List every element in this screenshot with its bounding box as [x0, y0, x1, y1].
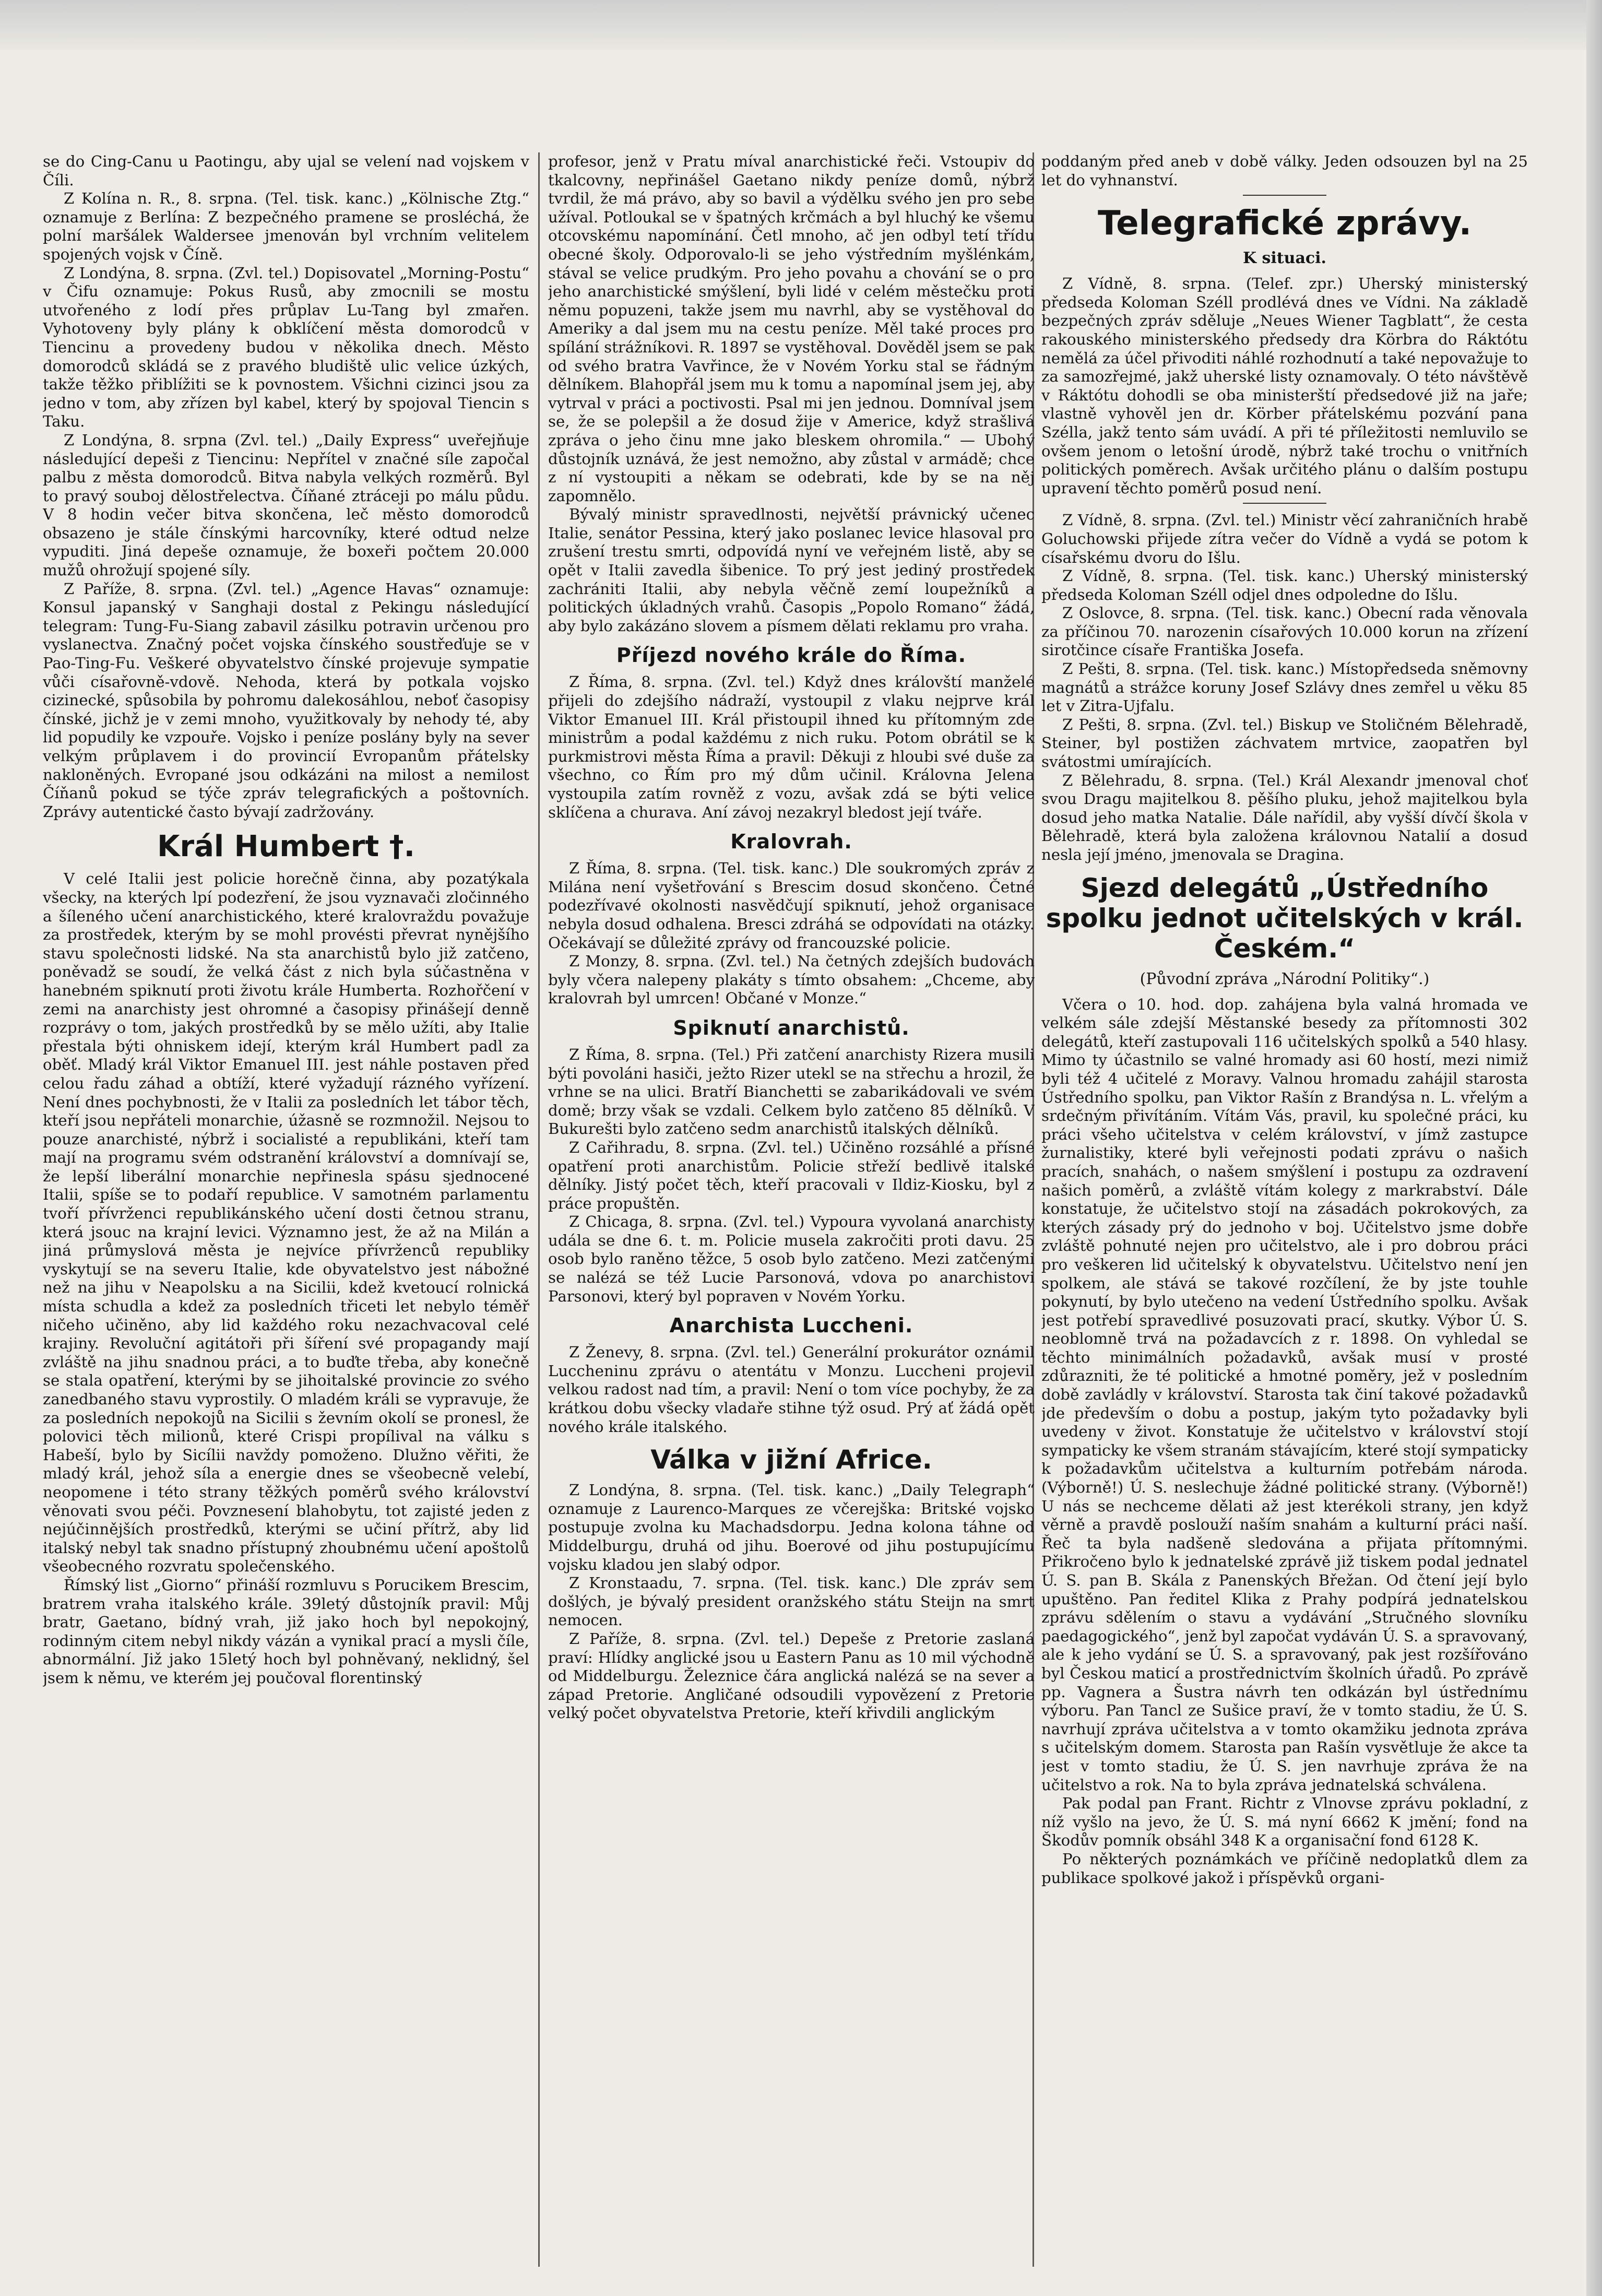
article-paragraph: Z Paříže, 8. srpna. (Zvl. tel.) Depeše z Pretorie zaslaná praví: Hlídky anglické jsou u Eastern Panu as 10 mil východně od Middelburgu. Železnice čára anglická nalézá se na sever a západ Pretorie. Angličané odsoudili vypovězení z Pretorie velký počet obyvatelstva Pretorie, kteří křivdili anglickým [548, 1629, 1035, 1722]
article-paragraph: Z Vídně, 8. srpna. (Telef. zpr.) Uherský ministerský předseda Koloman Széll prodlévá dnes ve Vídni. Na základě bezpečných zpráv sděluje „Neues Wiener Tagblatt“, že cesta rakouského ministerského předsedy dra Körbra do Ráktótu nemělá za účel přivoditi náhlé rozhodnutí a také nepovažuje to za samozřejmé, jakž uherské listy oznamovaly. O této návštěvě v Ráktótu dohodli se oba ministerští předsedové již na jaře; vlastně vyhověl jen dr. Körber přátelskému pozvání pana Szélla, jakž tento sám uvádí. A při té příležitosti nemluvilo se ovšem jenom o letošní úrodě, nýbrž také trochu o vnitřních politických poměrech. Avšak určitého plánu o dalším postupu upravení těchto poměrů posud není. [1041, 275, 1528, 497]
article-paragraph: Bývalý ministr spravedlnosti, největší právnický učenec Italie, senátor Pessina, který jako poslanec levice hlasoval pro zrušení trestu smrti, odpovídá nyní ve veřejném listě, aby se opět v Italii zavedla šibenice. To prý jest jediný prostředek zachrániti Italii, aby nebyla věčně zemí loupežníků a politických úkladných vrahů. Časopis „Popolo Romano“ žádá, aby bylo zakázáno slovem a písmem dělati reklamu pro vraha. [548, 505, 1035, 635]
heading-spiknuti: Spiknutí anarchistů. [673, 1016, 910, 1039]
article-paragraph: Z Pešti, 8. srpna. (Zvl. tel.) Biskup ve Stoličném Bělehradě, Steiner, byl postižen záchvatem mrtvice, zaopatřen byl svátostmi umírajících. [1041, 715, 1528, 771]
heading-kralovrah: Kralovrah. [730, 830, 852, 854]
subheading-situaci: K situaci. [1242, 249, 1327, 268]
article-paragraph: Z Pešti, 8. srpna. (Tel. tisk. kanc.) Místopředseda sněmovny magnátů a strážce koruny Josef Szlávy dnes zemřel u věku 85 let v Zitra-Ujfalu. [1041, 660, 1528, 715]
article-paragraph: Z Říma, 8. srpna. (Zvl. tel.) Když dnes královští manželé přijeli do zdejšího nádraží, vystoupil z vlaku nejprve král Viktor Emanuel III. Král přistoupil ihned ku přítomným zde ministrům a podal každému z nich ruku. Potom obrátil se k purkmistrovi města Říma a pravil: Děkuji z hloubi své duše za všechno, co Řím pro mý dům učinil. Královna Jelena vystoupila zatím rovněž z vozu, avšak zdá se býti velice sklíčena a churava. Aní závoj nezakryl bledost její tváře. [548, 673, 1035, 821]
article-paragraph: Z Londýna, 8. srpna. (Zvl. tel.) Dopisovatel „Morning-Postu“ v Čifu oznamuje: Pokus Rusů, aby zmocnili se mostu utvořeného z lodí přes průplav Lu-Tang byl zmařen. Vyhotoveny byly plány k obklíčení města domorodců v Tiencinu a provedeny budou v několika dnech. Město domorodců skládá se z pravého bludiště ulic velice úzkých, takže těžko přiblížiti se k povnostem. Všichni cizinci jsou za jedno v tom, aby zřízen byl kabel, který by spojoval Tiencin s Taku. [43, 264, 529, 431]
article-paragraph: Po některých poznámkách ve příčině nedoplatků dlem za publikace spolkové jakož i příspěvků organi- [1041, 1850, 1528, 1887]
article-paragraph: profesor, jenž v Pratu míval anarchistické řeči. Vstoupiv do tkalcovny, nepřinášel Gaetano nikdy peníze domů, nýbrž tvrdil, že má právo, aby so bavil a výdělku svého jen pro sebe užíval. Potloukal se v špatných krčmách a byl hluchý ke všemu otcovskému napomínání. Četl mnoho, ač jen odbyl tetí třídu obecné školy. Odporovalo-li se jeho výstředním myšlénkám, stával se velice prudkým. Pro jeho povahu a chování se o pro jeho anarchistické smýšlení, byli lidé v celém městečku proti němu popuzeni, takže jsem mu navrhl, aby se vystěhoval do Ameriky a dal jsem mu na cestu peníze. Měl také proces pro spílání strážníkovi. R. 1897 se vystěhoval. Dověděl jsem se pak od svého bratra Vavřince, že v Novém Yorku stal se řádným dělníkem. Blahopřál jsem mu k tomu a napomínal jsem jej, aby vytrval v práci a poctivosti. Psal mi jen jednou. Domníval jsem se, že se polepšil a že dosud žije v Americe, když strašlivá zpráva o jeho činu mne jako bleskem ohromila.“ — Ubohý důstojník uznává, že jest nemožno, aby zůstal v armádě; chce z ní vystoupiti a někam se odebrati, kde by se na něj zapomnělo. [548, 152, 1035, 505]
article-paragraph: Z Chicaga, 8. srpna. (Zvl. tel.) Vypoura vyvolaná anarchisty udála se dne 6. t. m. Policie musela zakročiti proti davu. 25 osob bylo raněno těžce, 5 osob bylo zatčeno. Mezi zatčenými se nalézá se též Lucie Parsonová, vdova po anarchistovi Parsonovi, který byl popraven v Novém Yorku. [548, 1213, 1035, 1305]
article-paragraph: Z Londýna, 8. srpna. (Tel. tisk. kanc.) „Daily Telegraph“ oznamuje z Laurenco-Marques ze včerejška: Britské vojsko postupuje zvolna ku Machadsdorpu. Jedna kolona táhne od Middelburgu, druhá od jihu. Boerové od jihu postupujícímu vojsku kladou jen slabý odpor. [548, 1481, 1035, 1573]
heading-telegraficke: Telegrafické zprávy. [1097, 204, 1472, 243]
article-paragraph: Z Kolína n. R., 8. srpna. (Tel. tisk. kanc.) „Kölnische Ztg.“ oznamuje z Berlína: Z bezpečného pramene se prosléchá, že polní maršálek Waldersee jmenován byl vrchním velitelem spojených vojsk v Číně. [43, 190, 529, 263]
column-divider-1 [538, 152, 540, 2267]
subheading-puvodni-zprava: (Původní zpráva „Národní Politiky“.) [1140, 969, 1430, 988]
heading-sjezd: Sjezd delegátů „Ústředního spolku jednot učitelských v král. Českém.“ [1046, 872, 1524, 964]
heading-prijezd: Příjezd nového krále do Říma. [616, 644, 967, 667]
article-paragraph: Z Oslovce, 8. srpna. (Tel. tisk. kanc.) Obecní rada věnovala za příčinou 70. narozenin císařových 10.000 korun na zřízení sirotčince císaře Františka Josefa. [1041, 604, 1528, 659]
article-paragraph: Z Říma, 8. srpna. (Tel.) Při zatčení anarchisty Rizera musili býti povoláni hasiči, ježto Rizer utekl se na střechu a hrozil, že vrhne se na ulici. Bratří Bianchetti se zabarikádovali ve svém domě; brzy však se vzdali. Celkem bylo zatčeno 85 dělníků. V Bukurešti bylo zatčeno sedm anarchistů italských dělníků. [548, 1045, 1035, 1138]
article-paragraph: Z Vídně, 8. srpna. (Tel. tisk. kanc.) Uherský ministerský předseda Koloman Széll odjel dnes odpoledne do Išlu. [1041, 567, 1528, 603]
scan-top-band [0, 0, 1602, 50]
article-paragraph: Z Londýna, 8. srpna (Zvl. tel.) „Daily Express“ uveřejňuje následující depeši z Tiencinu: Nepřítel v značné síle započal palbu z města domorodců. Bitva nabyla velkých rozměrů. Byl to pravý souboj dělostřelectva. Číňané ztráceji po málu půdu. V 8 hodin večer bitva skončena, leč město domorodců obsazeno je stále čínskými harcovníky, které odtud nelze vypuditi. Jiná depeše oznamuje, že boxeři počtem 20.000 mužů ohrožují spojené síly. [43, 431, 529, 579]
article-paragraph: Z Ženevy, 8. srpna. (Zvl. tel.) Generální prokurátor oznámil Luccheninu zprávu o atentátu v Monzu. Luccheni projevil velkou radost nad tím, a pravil: Není o tom více pochyby, že za krátkou dobu všecky vladaře stihne týž osud. Prý ať žádá opět nového krále italského. [548, 1343, 1035, 1436]
article-paragraph: Z Paříže, 8. srpna. (Zvl. tel.) „Agence Havas“ oznamuje: Konsul japanský v Sanghaji dostal z Pekingu následující telegram: Tung-Fu-Siang zabavil zásilku potravin určenou pro vyslanectva. Značný počet vojska čínského soustřeďuje se v Pao-Ting-Fu. Veškeré obyvatelstvo čínské projevuje sympatie vůči císařovně-vdově. Nehoda, která by potkala vojsko cizinecké, spůsobila by pohromu dalekosáhlou, neboť časopisy čínské, jichž je v zemi mnoho, využitkovaly by nehody té, aby lid popudily ke vzpouře. Vojsko i peníze poslány byly na sever velkým průplavem i do provincií Evropanům přátelsky nakloněných. Evropané jsou odkázáni na milost a nemilost Číňanů pokud se týče zpráv telegrafických a poštovních. Zprávy autentické často bývají zadržovány. [43, 579, 529, 821]
article-paragraph: Z Kronstaadu, 7. srpna. (Tel. tisk. kanc.) Dle zpráv sem došlých, je bývalý president oranžského státu Steijn na smrt nemocen. [548, 1574, 1035, 1629]
section-divider [1243, 503, 1326, 504]
heading-valka: Válka v jižní Africe. [650, 1445, 932, 1475]
column-right [1041, 152, 1528, 2267]
section-divider [1243, 195, 1326, 196]
article-paragraph: poddaným před aneb v době války. Jeden odsouzen byl na 25 let do vyhnanství. [1041, 152, 1528, 189]
column-left [43, 152, 529, 2267]
article-paragraph: Z Vídně, 8. srpna. (Zvl. tel.) Ministr věcí zahraničních hrabě Goluchowski přijede zítra večer do Vídně a vydá se potom k císařskému dvoru do Išlu. [1041, 511, 1528, 566]
article-paragraph: Římský list „Giorno“ přináší rozmluvu s Porucikem Brescim, bratrem vraha italského krále. 39letý důstojník pravil: Můj bratr, Gaetano, bídný vrah, již jako hoch byl nepokojný, rodinným citem nebyl nikdy vázán a vynikal prací a mysli číle, abnormální. Již jako 15letý hoch byl pohněvaný, neklidný, šel jsem k němu, ve kterém jej poučoval florentinský [43, 1576, 529, 1687]
scan-page-edge [1586, 0, 1602, 2296]
article-paragraph: Pak podal pan Frant. Richtr z Vlnovse zprávu pokladní, z níž vyšlo na jevo, že Ú. S. má nyní 6662 K jmění; fond na Škodův pomník obsáhl 348 K a organisační fond 6128 K. [1041, 1794, 1528, 1850]
article-paragraph: V celé Italii jest policie horečně činna, aby pozatýkala všecky, na kterých lpí podezření, že jsou vyznavači zločinného a šíleného učení anarchistického, které kralovraždu považuje za prostředek, kterým by se mohl provésti převrat nynějšího stavu společnosti lidské. Na sta anarchistů bylo již zatčeno, poněvadž se soudí, že velká část z nich byla súčastněna v hanebném spiknutí proti životu krále Humberta. Rozhořčení v zemi na anarchisty jest ohromné a časopisy přinášejí denně rozprávy o tom, jakých prostředků by se mělo užíti, aby Italie přestala býti ohniskem idejí, kterým král Humbert padl za oběť. Mladý král Viktor Emanuel III. jest náhle postaven před celou řadu záhad a obtíží, které vyžadují rázného vyřízení. Není dnes pochybnosti, že v Italii za posledních let tábor těch, kteří jsou nepřáteli monarchie, úžasně se rozmnožil. Nejsou to pouze anarchisté, nýbrž i socialisté a republikáni, kteří tam mají na programu svém odstranění království a domnívají se, že lepší liberální monarchie nepřinesla spásu sjednocené Italii, spíše se to podaří republice. V samotném parlamentu tvoří přívrženci republikánského učení dosti četnou stranu, která jsouc na krajní levici. Významno jest, že až na Milán a jiná průmyslová města je nejvíce přívrženců republiky vyskytují se na severu Italie, kde obyvatelstvo jest nábožné než na jihu v Neapolsku a na Sicilii, kdež kvetoucí rolnická místa schudla a kdež za posledních třiceti let nebylo téměř ničeho učiněno, aby lid každého roku nezachvacoval celé krajiny. Revoluční agitátoři při šíření své propagandy mají zvláště na jihu snadnou práci, a to buďte třeba, aby konečně se stala opatření, kterými by se jihoitalské provincie zo svého zanedbaného stavu vyprostily. O mladém králi se vypravuje, že za posledních nepokojů na Sicilii s ževním okolí se pronesl, že polovici těch milionů, které Crispi propílival na válku s Habeší, bylo by Sicílii navždy pomoženo. Dlužno věřiti, že mladý král, jehož síla a energie dnes se všeobecně velebí, neopomene i této strany těžkých poměrů svého království věnovati svou péči. Povznesení blahobytu, tot zajisté jeden z nejúčinnějších prostředků, kterými se učiní přítrž, aby lid italský nebyl tak snadno přístupný zhoubnému učení apoštolů všeobecného rozvratu společenského. [43, 870, 529, 1576]
article-paragraph: Z Bělehradu, 8. srpna. (Tel.) Král Alexandr jmenoval choť svou Dragu majitelkou 8. pěšího pluku, jehož majitelkou byla dosud jeho matka Natalie. Dále nařídil, aby vyšší dívčí škola v Bělehradě, která byla založena královnou Natalií a dosud nesla její jméno, jmenovala se Dragina. [1041, 771, 1528, 863]
article-paragraph: se do Cing-Canu u Paotingu, aby ujal se velení nad vojskem v Číli. [43, 152, 529, 189]
heading-kral-humbert: Král Humbert †. [157, 830, 415, 864]
heading-luccheni: Anarchista Luccheni. [669, 1314, 913, 1338]
article-paragraph: Z Cařihradu, 8. srpna. (Zvl. tel.) Učiněno rozsáhlé a přísné opatření proti anarchistům. Policie střeží bedlivě italské dělníky. Jistý počet těch, kteří pracovali v Ildiz-Kiosku, byl z práce propuštěn. [548, 1138, 1035, 1212]
article-paragraph: Z Monzy, 8. srpna. (Zvl. tel.) Na četných zdejších budovách byly včera nalepeny plakáty s tímto obsahem: „Chceme, aby kralovrah byl umrcen! Občané v Monze.“ [548, 952, 1035, 1008]
article-paragraph: Včera o 10. hod. dop. zahájena byla valná hromada ve velkém sále zdejší Městanské besedy za přítomnosti 302 delegátů, kteří zastupovali 116 učitelských spolků a 540 hlasy. Mimo ty účastnilo se valné hromady asi 60 hostí, mezi nimiž byli též 4 učitelé z Moravy. Valnou hromadu zahájil starosta Ústředního spolku, pan Viktor Rašín z Brandýsa n. L. vřelým a srdečným přivítáním. Vítám Vás, pravil, ku společné práci, ku práci všeho učitelstva v celém království, v jímž zastupce žurnalistiky, které byli veřejnosti podati zprávu o našich pracích, snahách, o našem smýšlení i postupu za ozdravení našich poměrů, a zvláště vítám kolegy z markrabství. Dále konstatuje, že učitelstvo stojí na zásadách pokrokových, za kterých zásady prý do jednoho v boj. Učitelstvo jsme dobře zvláště pohnuté nejen pro učitelstvo, ale i pro dobrou práci pro veškeren lid učitelský k obyvatelstvu. Učitelstvo není jen spolkem, ale stává se takové rozčílení, že by jste touhle pokynutí, by bylo utečeno na vedení Ústředního spolku. Avšak jest potřebí spravedlivé posuzovati prací, skutky. Výbor Ú. S. neoblomně trvá na požadavcích z r. 1898. On vyhledal se těchto minimálních požadavků, avšak musí v prosté zdůrazniti, že té politické a hmotné poměry, jež v posledním době zavládly v království. Starosta tak činí takové požadavků jde především o dobu a postup, jakým tyto požadavky byli uvedeny v život. Konstatuje že učitelstvo v království stojí sympaticky ke všem stranám stávajícím, které stojí sympaticky k požadavkům učitelstva a kulturním potřebám národa. (Výborně!) Ú. S. neslechuje žádné politické strany. (Výborně!) U nás se nechceme dělati až jest kterékoli strany, jen když věrně a pravdě poslouží naším snahám a kulturní práci naší. Řeč ta byla nadšeně sledována a přijata přítomnými. Přikročeno bylo k jednatelské zprávě již tiskem podal jednatel Ú. S. pan B. Skála z Panenských Břežan. Od čtení její bylo upuštěno. Pan ředitel Klika z Prahy podpírá jednatelskou zprávu sdělením o stavu a vydávání „Stručného slovníku paedagogického“, jenž byl započat vydáván Ú. S. a spravovaný, ale k jeho vydání se Ú. S. a spravovaný, pak jest rozšířováno byl Českou maticí a prostřednictvím školních úřadů. Po zprávě pp. Vagnera a Šustra návrh ten odkázán byl ústřednímu výboru. Pan Tancl ze Sušice praví, že v tomto stadiu, že Ú. S. navrhují zpráva učitelstva a v tomto okamžiku jednota zpráva s učitelským domem. Starosta pan Rašín vysvětluje že akce ta jest v tomto stadiu, že Ú. S. jen navrhuje zpráva že na učitelstvo a rok. Na to byla zpráva jednatelská schválena. [1041, 995, 1528, 1794]
column-middle [548, 152, 1035, 2267]
article-paragraph: Z Říma, 8. srpna. (Tel. tisk. kanc.) Dle soukromých zpráv z Milána není vyšetřování s Brescim dosud skončeno. Četné podezřívavé okolnosti nasvědčují spiknutí, jehož organisace nebyla dosud odhalena. Bresci zdráhá se odpovídati na otázky. Očekávají se důležité zprávy od francouzské policie. [548, 859, 1035, 952]
